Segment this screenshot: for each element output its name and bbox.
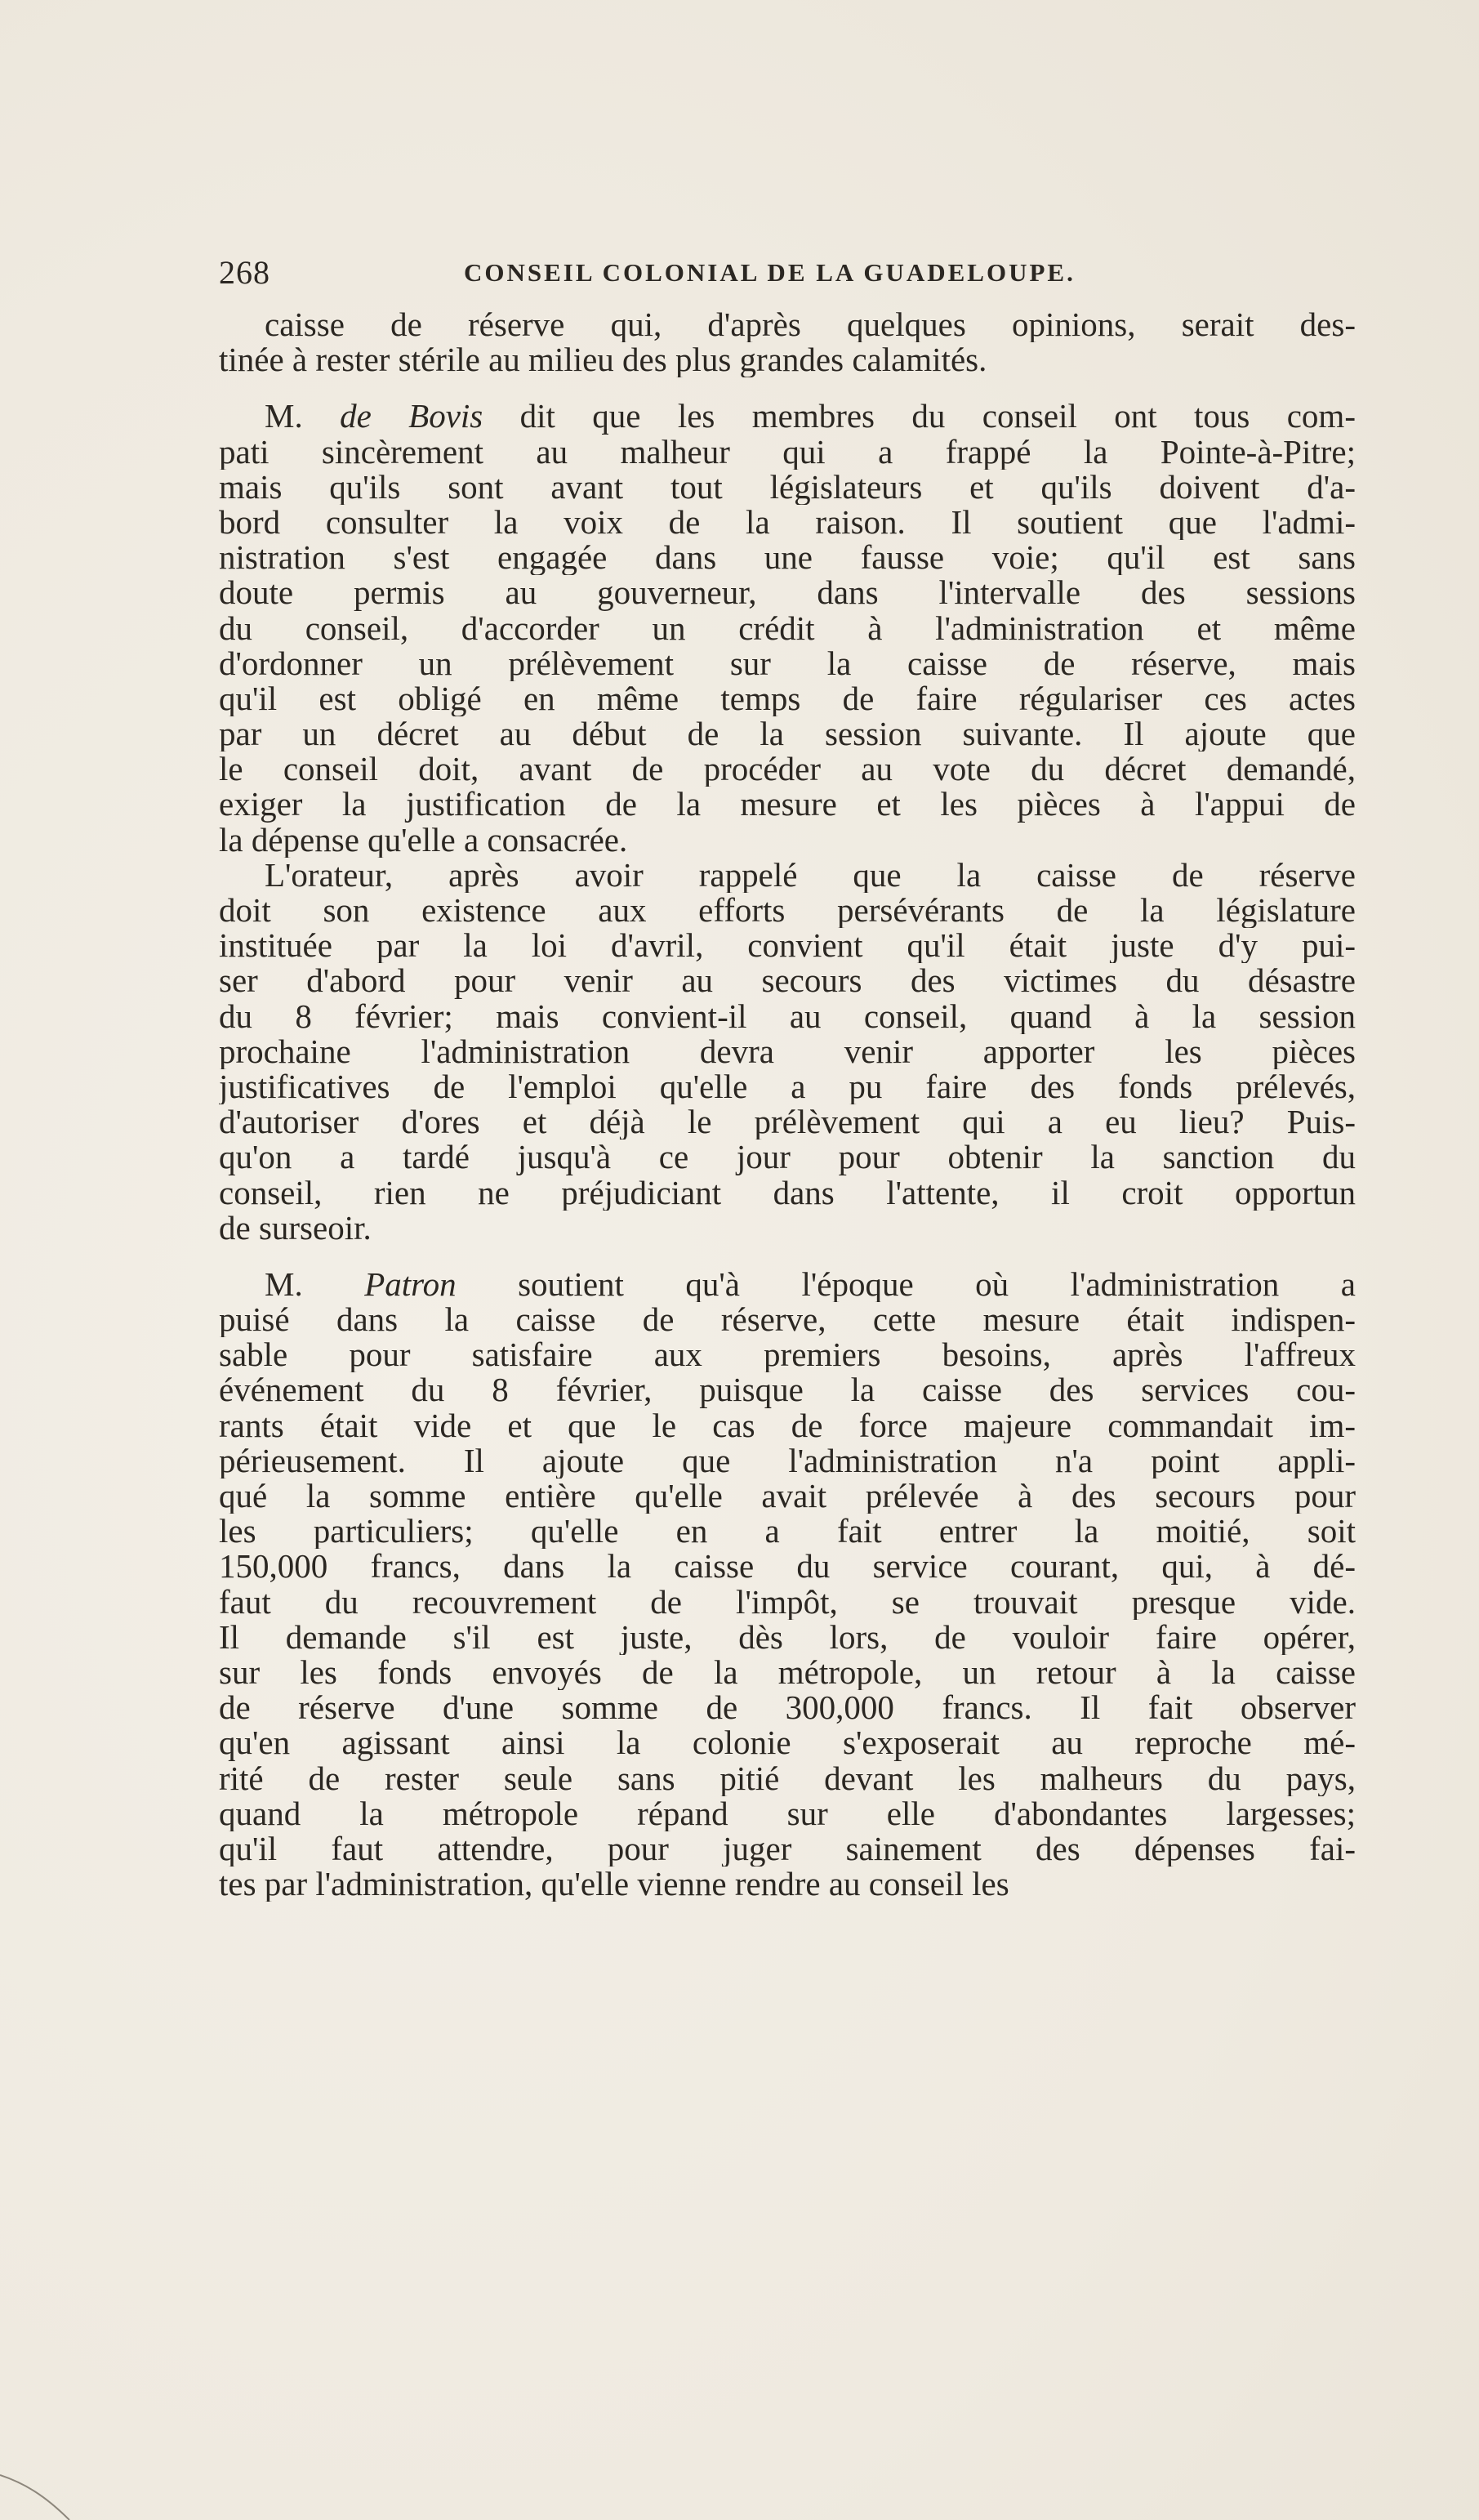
text-line: qué la somme entière qu'elle avait prélevée à des secours pour: [219, 1479, 1356, 1514]
speaker-prefix: M.: [265, 399, 341, 435]
text-line: d'ordonner un prélèvement sur la caisse de réserve, mais: [219, 645, 1356, 681]
text-line: périeusement. Il ajoute que l'administration n'a point appli-: [219, 1443, 1356, 1479]
paragraph-gap: [219, 1246, 1356, 1267]
text-line: caisse de réserve qui, d'après quelques opinions, serait des-: [265, 307, 1356, 343]
speaker-name: Patron: [364, 1266, 457, 1303]
text-line: le conseil doit, avant de procéder au vote du décret demandé,: [219, 752, 1356, 787]
paragraph-gap: [219, 377, 1356, 399]
text-line: de surseoir.: [219, 1210, 372, 1246]
text-line: faut du recouvrement de l'impôt, se trouvait presque vide.: [219, 1584, 1356, 1620]
paragraph: [219, 307, 1356, 377]
text-line: qu'en agissant ainsi la colonie s'exposerait au reproche mé-: [219, 1725, 1356, 1761]
line-text: soutient qu'à l'époque où l'administration a: [456, 1266, 1356, 1303]
line-text: dit que les membres du conseil ont tous com-: [483, 399, 1356, 435]
text-line: rité de rester seule sans pitié devant les malheurs du pays,: [219, 1760, 1356, 1796]
text-line: doute permis au gouverneur, dans l'intervalle des sessions: [219, 575, 1356, 611]
text-line: sur les fonds envoyés de la métropole, un retour à la caisse: [219, 1654, 1356, 1691]
text-line: du conseil, d'accorder un crédit à l'administration et même: [219, 610, 1356, 646]
text-line: les particuliers; qu'elle en a fait entrer la moitié, soit: [219, 1514, 1356, 1550]
text-line: instituée par la loi d'avril, convient qu'il était juste d'y pui-: [219, 928, 1356, 964]
text-line: tinée à rester stérile au milieu des plus grandes calamités.: [219, 342, 987, 378]
text-line: puisé dans la caisse de réserve, cette mesure était indispen-: [219, 1302, 1356, 1338]
text-line: sable pour satisfaire aux premiers besoins, après l'affreux: [219, 1337, 1356, 1373]
text-line: ser d'abord pour venir au secours des victimes du désastre: [219, 963, 1356, 999]
running-title: CONSEIL COLONIAL DE LA GUADELOUPE.: [464, 258, 1076, 287]
text-line: tes par l'administration, qu'elle vienne rendre au conseil les: [219, 1867, 1009, 1902]
text-line: nistration s'est engagée dans une fausse voie; qu'il est sans: [219, 540, 1356, 576]
text-line: par un décret au début de la session suivante. Il ajoute que: [219, 716, 1356, 752]
text-line: [219, 399, 1356, 434]
text-line: du 8 février; mais convient-il au conseil, quand à la session: [219, 998, 1356, 1034]
page-edge-mark: [0, 2467, 74, 2520]
text-line: quand la métropole répand sur elle d'abondantes largesses;: [219, 1795, 1356, 1831]
paragraph: [219, 1267, 1356, 1902]
paragraph: [219, 399, 1356, 857]
text-line: [219, 1267, 1356, 1302]
text-line: qu'on a tardé jusqu'à ce jour pour obtenir la sanction du: [219, 1140, 1356, 1175]
speaker-prefix: M.: [265, 1266, 365, 1303]
text-line: exiger la justification de la mesure et les pièces à l'appui de: [219, 787, 1356, 823]
text-line: L'orateur, après avoir rappelé que la caisse de réserve: [265, 857, 1356, 893]
page-header: [219, 253, 1356, 302]
text-line: de réserve d'une somme de 300,000 francs. Il fait observer: [219, 1690, 1356, 1726]
text-line: justificatives de l'emploi qu'elle a pu faire des fonds prélevés,: [219, 1068, 1356, 1105]
text-line: Il demande s'il est juste, dès lors, de vouloir faire opérer,: [219, 1619, 1356, 1655]
text-line: 150,000 francs, dans la caisse du service courant, qui, à dé-: [219, 1549, 1356, 1585]
body-text: [219, 307, 1356, 1902]
text-line: bord consulter la voix de la raison. Il soutient que l'admi-: [219, 504, 1356, 541]
text-line: conseil, rien ne préjudiciant dans l'attente, il croit opportun: [219, 1175, 1356, 1211]
page-number: 268: [219, 254, 270, 291]
text-line: événement du 8 février, puisque la caisse des services cou-: [219, 1372, 1356, 1408]
text-line: qu'il est obligé en même temps de faire régulariser ces actes: [219, 680, 1356, 717]
text-line: d'autoriser d'ores et déjà le prélèvement qui a eu lieu? Puis-: [219, 1104, 1356, 1140]
text-line: mais qu'ils sont avant tout législateurs et qu'ils doivent d'a-: [219, 469, 1356, 505]
text-line: pati sincèrement au malheur qui a frappé la Pointe-à-Pitre;: [219, 434, 1356, 470]
text-line: rants était vide et que le cas de force majeure commandait im-: [219, 1407, 1356, 1443]
text-line: la dépense qu'elle a consacrée.: [219, 822, 628, 858]
paragraph: [219, 858, 1356, 1246]
text-line: qu'il faut attendre, pour juger sainement des dépenses fai-: [219, 1831, 1356, 1867]
text-line: doit son existence aux efforts persévérants de la législature: [219, 893, 1356, 929]
speaker-name: de Bovis: [340, 399, 483, 435]
text-line: prochaine l'administration devra venir apporter les pièces: [219, 1033, 1356, 1069]
